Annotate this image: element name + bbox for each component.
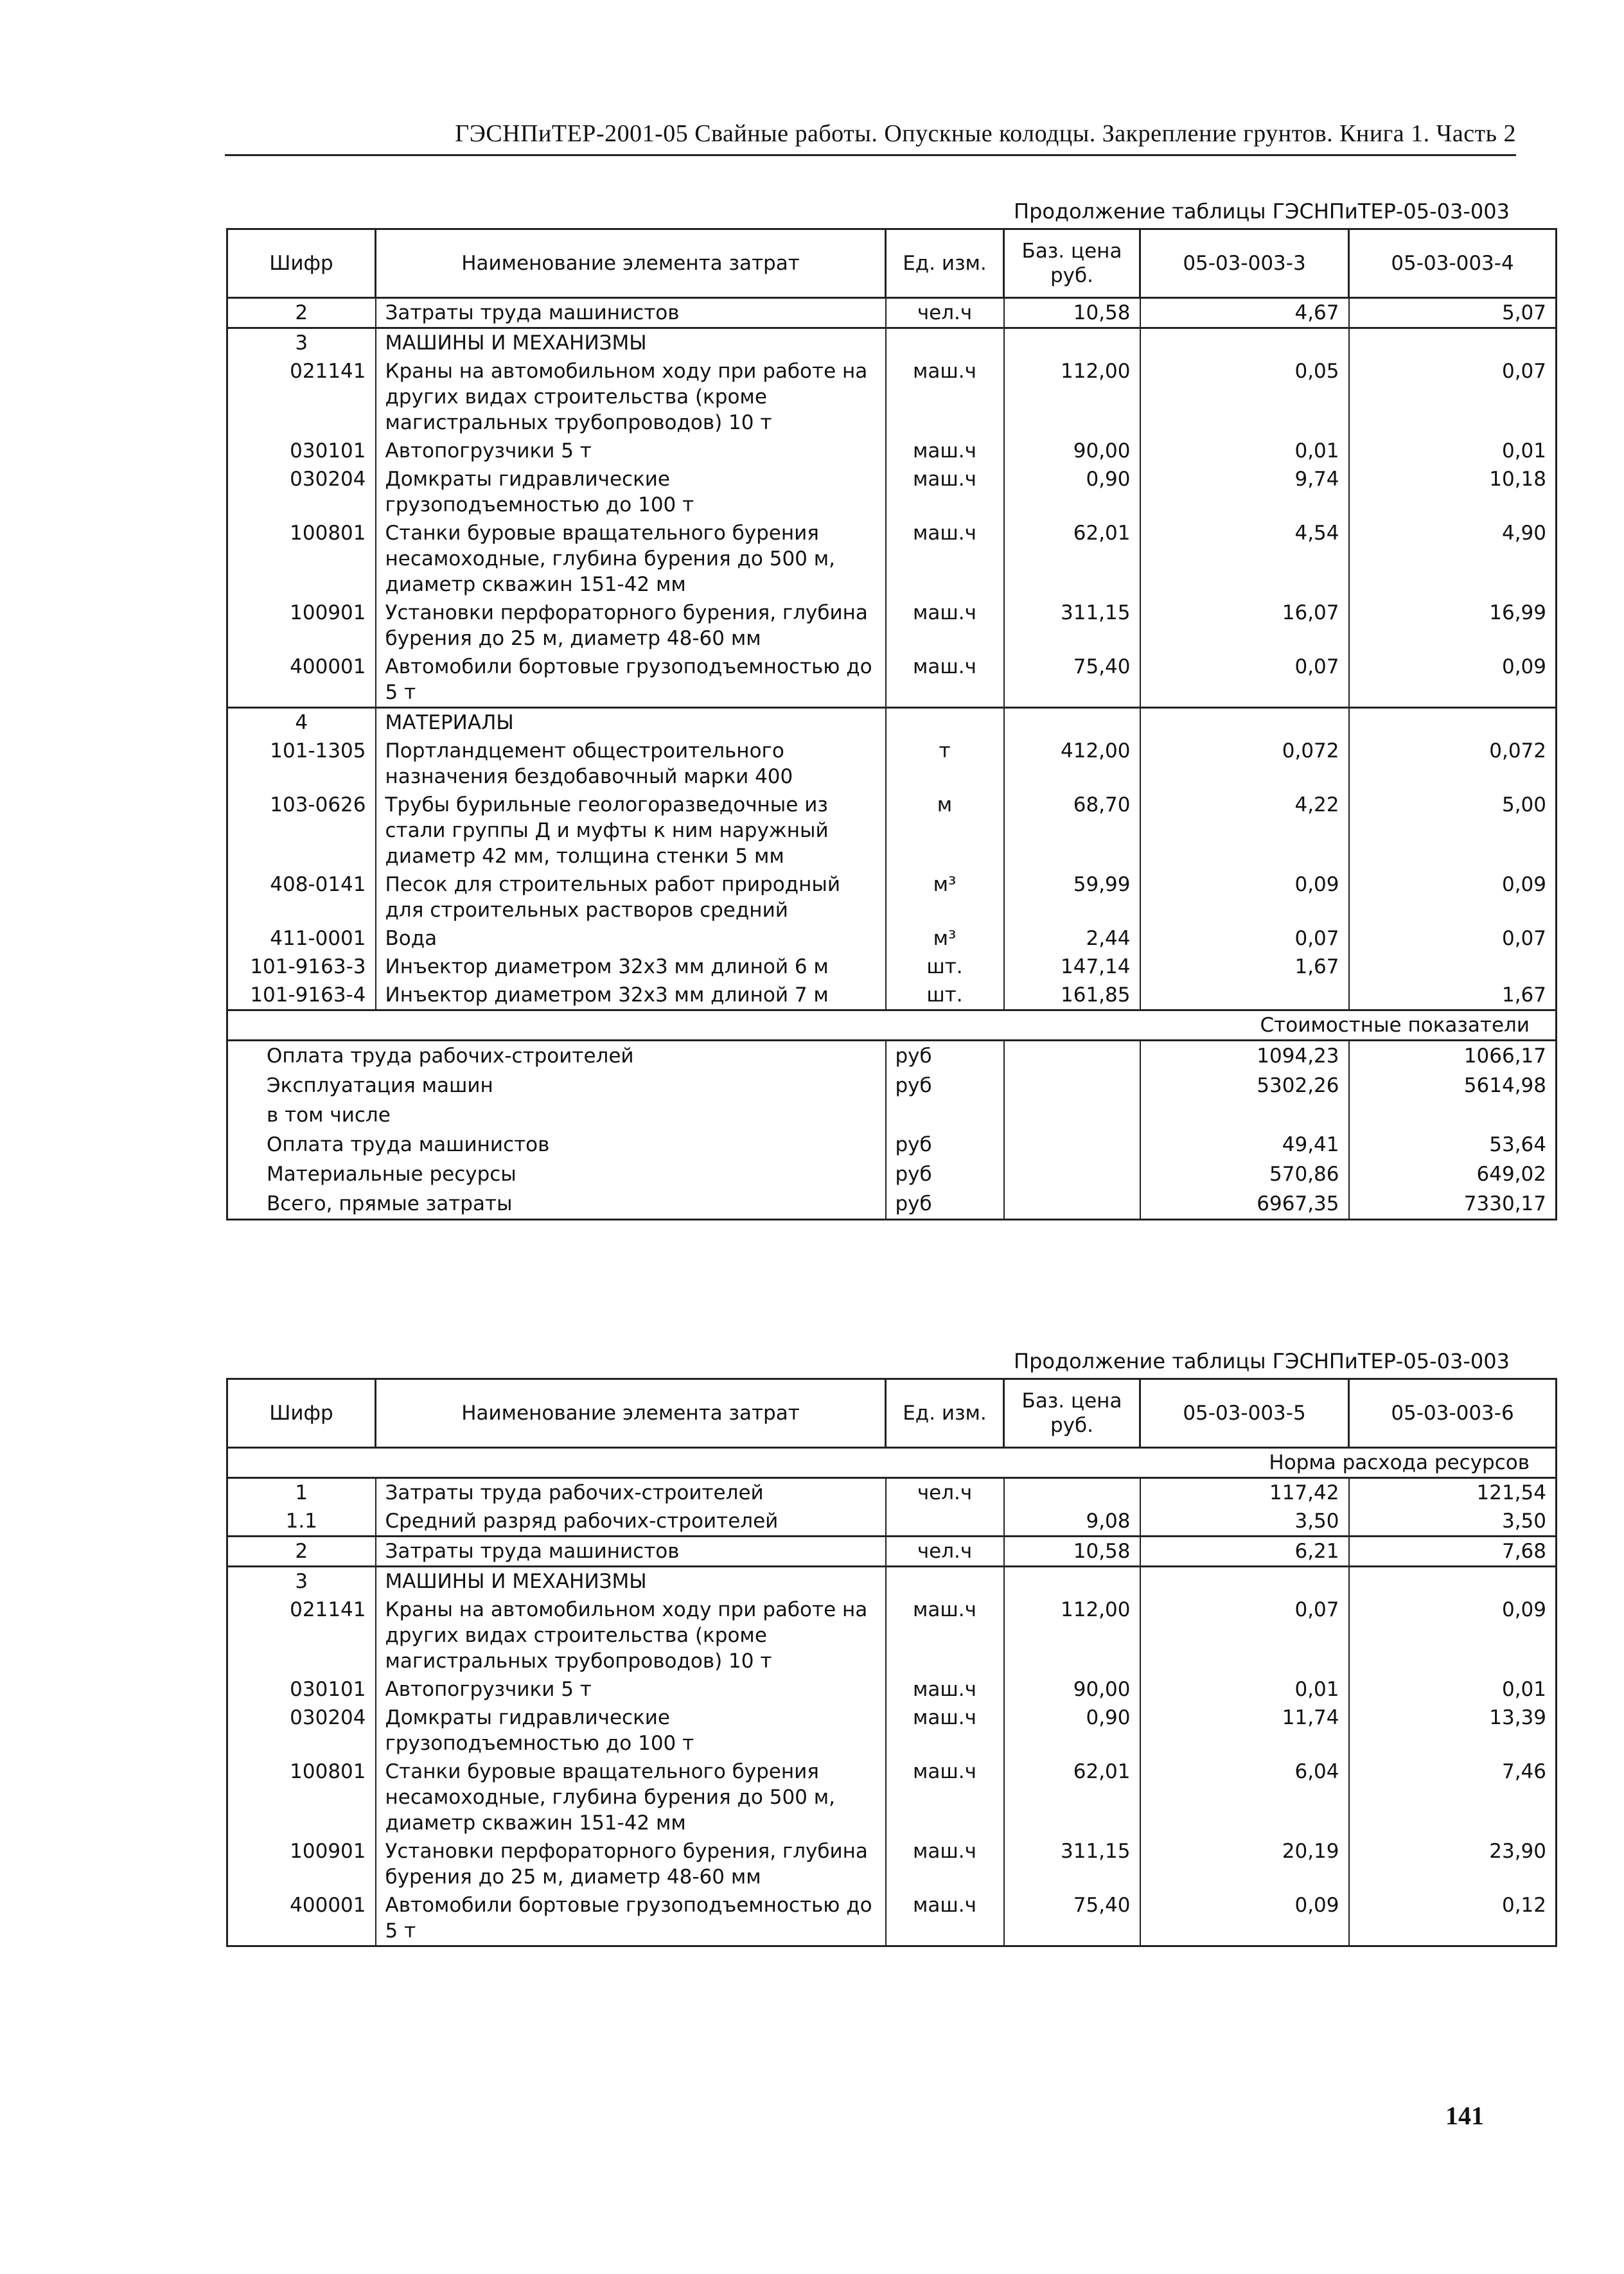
cell-price: 9,08 bbox=[1004, 1507, 1140, 1537]
table-row bbox=[227, 737, 1557, 791]
cell-name: Песок для строительных работ природный для строительных растворов средний bbox=[376, 870, 886, 924]
cell-value-a: 117,42 bbox=[1140, 1478, 1349, 1508]
header-col-b: 05-03-003-4 bbox=[1349, 229, 1557, 298]
table-row bbox=[227, 1704, 1557, 1758]
cost-price-empty bbox=[1004, 1071, 1140, 1100]
cost-band-label: Стоимостные показатели bbox=[227, 1010, 1557, 1041]
cell-price bbox=[1004, 328, 1140, 358]
cost-price-empty bbox=[1004, 1159, 1140, 1189]
cell-unit: маш.ч bbox=[886, 599, 1004, 653]
cell-name: Станки буровые вращательного бурения несамоходные, глубина бурения до 500 м, диаметр скважин 151-42 мм bbox=[376, 1758, 886, 1837]
cell-value-b: 0,07 bbox=[1501, 927, 1546, 950]
table-row bbox=[227, 1675, 1557, 1704]
cell-value-a: 1,67 bbox=[1140, 953, 1349, 981]
table-row bbox=[227, 298, 1557, 328]
cell-value-a: 0,07 bbox=[1140, 924, 1349, 953]
cell-name: Автопогрузчики 5 т bbox=[376, 437, 886, 465]
cell-value-b: 3,50 bbox=[1501, 1510, 1546, 1533]
cost-row bbox=[227, 1130, 1557, 1159]
cell-unit: маш.ч bbox=[886, 1704, 1004, 1758]
table2-caption: Продолжение таблицы ГЭСНПиТЕР-05-03-003 bbox=[1014, 1349, 1510, 1373]
cell-price: 311,15 bbox=[1004, 1837, 1140, 1891]
cost-unit: руб bbox=[886, 1130, 1004, 1159]
cell-unit: чел.ч bbox=[886, 1478, 1004, 1508]
cell-value-b bbox=[1349, 1567, 1557, 1596]
cell-price: 62,01 bbox=[1004, 1758, 1140, 1837]
table-row bbox=[227, 791, 1557, 870]
table-row bbox=[227, 519, 1557, 599]
cell-value-a: 4,22 bbox=[1140, 791, 1349, 870]
header-unit: Ед. изм. bbox=[886, 1379, 1004, 1448]
table-row bbox=[227, 924, 1557, 953]
cost-value-b bbox=[1349, 1100, 1557, 1130]
cell-code: 400001 bbox=[227, 1891, 376, 1946]
cell-unit: м bbox=[886, 791, 1004, 870]
cell-code: 101-9163-4 bbox=[227, 981, 376, 1010]
table1-caption: Продолжение таблицы ГЭСНПиТЕР-05-03-003 bbox=[1014, 199, 1510, 224]
header-code: Шифр bbox=[227, 229, 376, 298]
cell-value-b bbox=[1349, 328, 1557, 358]
cell-name: МАТЕРИАЛЫ bbox=[376, 708, 886, 737]
header-name: Наименование элемента затрат bbox=[376, 229, 886, 298]
cost-row bbox=[227, 1071, 1557, 1100]
cell-value-b bbox=[1349, 953, 1557, 981]
cell-code: 400001 bbox=[227, 653, 376, 708]
cell-price: 59,99 bbox=[1004, 870, 1140, 924]
cost-price-empty bbox=[1004, 1130, 1140, 1159]
cell-name: Инъектор диаметром 32x3 мм длиной 6 м bbox=[376, 953, 886, 981]
cell-value-b: 10,18 bbox=[1489, 468, 1546, 491]
cell-value-b: 0,01 bbox=[1501, 1678, 1546, 1701]
cost-price-empty bbox=[1004, 1100, 1140, 1130]
cost-value-b: 5614,98 bbox=[1463, 1074, 1546, 1097]
cell-value-a: 16,07 bbox=[1140, 599, 1349, 653]
cell-price: 10,58 bbox=[1004, 1537, 1140, 1567]
cell-value-a: 0,09 bbox=[1140, 1891, 1349, 1946]
cost-name: Оплата труда рабочих-строителей bbox=[267, 1044, 634, 1068]
table-row bbox=[227, 328, 1557, 358]
cell-price: 75,40 bbox=[1004, 1891, 1140, 1946]
cell-code: 2 bbox=[227, 298, 376, 328]
cell-name: Автопогрузчики 5 т bbox=[376, 1675, 886, 1704]
cell-unit: шт. bbox=[886, 981, 1004, 1010]
cell-value-a bbox=[1140, 981, 1349, 1010]
cell-value-a: 0,072 bbox=[1140, 737, 1349, 791]
cell-unit: т bbox=[886, 737, 1004, 791]
cost-band-row bbox=[227, 1010, 1557, 1041]
header-unit: Ед. изм. bbox=[886, 229, 1004, 298]
cost-unit: руб bbox=[886, 1189, 1004, 1220]
cell-value-a bbox=[1140, 328, 1349, 358]
cell-name: Портландцемент общестроительного назначения бездобавочный марки 400 bbox=[376, 737, 886, 791]
cell-unit: маш.ч bbox=[886, 1675, 1004, 1704]
cell-unit: маш.ч bbox=[886, 1891, 1004, 1946]
table-row bbox=[227, 465, 1557, 519]
cell-name: Установки перфораторного бурения, глубина бурения до 25 м, диаметр 48-60 мм bbox=[376, 1837, 886, 1891]
cell-price: 311,15 bbox=[1004, 599, 1140, 653]
header-code: Шифр bbox=[227, 1379, 376, 1448]
cell-price: 147,14 bbox=[1004, 953, 1140, 981]
cell-value-b: 7,46 bbox=[1501, 1760, 1546, 1783]
cell-code: 1.1 bbox=[227, 1507, 376, 1537]
cell-value-a: 0,05 bbox=[1140, 357, 1349, 437]
cell-unit: маш.ч bbox=[886, 357, 1004, 437]
cell-price: 0,90 bbox=[1004, 1704, 1140, 1758]
table-row bbox=[227, 653, 1557, 708]
cell-unit bbox=[886, 1567, 1004, 1596]
cell-code: 3 bbox=[227, 1567, 376, 1596]
table1 bbox=[226, 228, 1557, 1221]
cell-unit: маш.ч bbox=[886, 1758, 1004, 1837]
cost-name: Материальные ресурсы bbox=[267, 1163, 516, 1186]
cell-value-b: 0,12 bbox=[1501, 1894, 1546, 1917]
cell-value-b: 121,54 bbox=[1349, 1478, 1557, 1508]
cell-price: 90,00 bbox=[1004, 437, 1140, 465]
cell-price bbox=[1004, 708, 1140, 737]
cell-price: 62,01 bbox=[1004, 519, 1140, 599]
cell-name: Краны на автомобильном ходу при работе на других видах строительства (кроме магистральных трубопроводов) 10 т bbox=[376, 1596, 886, 1675]
header-price: Баз. цена руб. bbox=[1004, 1379, 1140, 1448]
cell-price: 90,00 bbox=[1004, 1675, 1140, 1704]
cell-code: 021141 bbox=[227, 1596, 376, 1675]
cell-code: 3 bbox=[227, 328, 376, 358]
cell-value-a: 11,74 bbox=[1140, 1704, 1349, 1758]
cost-row bbox=[227, 1041, 1557, 1071]
cell-unit: маш.ч bbox=[886, 1596, 1004, 1675]
cell-price: 75,40 bbox=[1004, 653, 1140, 708]
cell-value-a: 0,01 bbox=[1140, 1675, 1349, 1704]
cost-value-a: 5302,26 bbox=[1140, 1071, 1349, 1100]
cell-value-b: 0,07 bbox=[1501, 360, 1546, 383]
table-row bbox=[227, 1837, 1557, 1891]
cell-code: 030204 bbox=[227, 465, 376, 519]
cell-value-b: 7,68 bbox=[1349, 1537, 1557, 1567]
cell-value-a: 6,04 bbox=[1140, 1758, 1349, 1837]
cell-price: 0,90 bbox=[1004, 465, 1140, 519]
cell-value-a: 0,07 bbox=[1140, 653, 1349, 708]
cell-unit: маш.ч bbox=[886, 465, 1004, 519]
cost-value-a: 6967,35 bbox=[1140, 1189, 1349, 1220]
cell-unit: маш.ч bbox=[886, 519, 1004, 599]
cell-code: 100901 bbox=[227, 1837, 376, 1891]
table-row bbox=[227, 1537, 1557, 1567]
cell-unit: чел.ч bbox=[886, 298, 1004, 328]
cell-unit bbox=[886, 328, 1004, 358]
cell-name: Затраты труда машинистов bbox=[376, 298, 886, 328]
cell-unit: м³ bbox=[886, 870, 1004, 924]
cell-name: Трубы бурильные геологоразведочные из стали группы Д и муфты к ним наружный диаметр 42 мм, толщина стенки 5 мм bbox=[376, 791, 886, 870]
page-number: 141 bbox=[1445, 2101, 1484, 2130]
cell-code: 101-1305 bbox=[227, 737, 376, 791]
cell-code: 411-0001 bbox=[227, 924, 376, 953]
cost-row bbox=[227, 1189, 1557, 1220]
cell-name: МАШИНЫ И МЕХАНИЗМЫ bbox=[376, 1567, 886, 1596]
cell-unit: чел.ч bbox=[886, 1537, 1004, 1567]
cost-row bbox=[227, 1159, 1557, 1189]
cell-name: Установки перфораторного бурения, глубина бурения до 25 м, диаметр 48-60 мм bbox=[376, 599, 886, 653]
cell-name: Затраты труда машинистов bbox=[376, 1537, 886, 1567]
cell-value-b: 0,09 bbox=[1501, 1598, 1546, 1621]
cost-row bbox=[227, 1100, 1557, 1130]
cost-value-b: 1066,17 bbox=[1463, 1044, 1546, 1068]
cell-name: МАШИНЫ И МЕХАНИЗМЫ bbox=[376, 328, 886, 358]
cell-unit bbox=[886, 1507, 1004, 1537]
cost-unit: руб bbox=[886, 1041, 1004, 1071]
cost-name: Эксплуатация машин bbox=[267, 1074, 493, 1097]
cell-value-a: 0,07 bbox=[1140, 1596, 1349, 1675]
cell-code: 030101 bbox=[227, 1675, 376, 1704]
cost-value-a bbox=[1140, 1100, 1349, 1130]
header-col-b: 05-03-003-6 bbox=[1349, 1379, 1557, 1448]
cell-unit: маш.ч bbox=[886, 653, 1004, 708]
cell-price: 68,70 bbox=[1004, 791, 1140, 870]
cell-unit: маш.ч bbox=[886, 437, 1004, 465]
cell-code: 2 bbox=[227, 1537, 376, 1567]
table-row bbox=[227, 708, 1557, 737]
cell-name: Автомобили бортовые грузоподъемностью до 5 т bbox=[376, 653, 886, 708]
cell-unit bbox=[886, 708, 1004, 737]
cell-value-a: 4,67 bbox=[1140, 298, 1349, 328]
cell-unit: м³ bbox=[886, 924, 1004, 953]
table-row bbox=[227, 357, 1557, 437]
table-row bbox=[227, 1891, 1557, 1946]
table-row bbox=[227, 1758, 1557, 1837]
cell-name: Станки буровые вращательного бурения несамоходные, глубина бурения до 500 м, диаметр скважин 151-42 мм bbox=[376, 519, 886, 599]
cell-price: 412,00 bbox=[1004, 737, 1140, 791]
cost-value-a: 49,41 bbox=[1140, 1130, 1349, 1159]
cell-name: Домкраты гидравлические грузоподъемностью до 100 т bbox=[376, 1704, 886, 1758]
table-row bbox=[227, 981, 1557, 1010]
cell-value-b: 5,07 bbox=[1349, 298, 1557, 328]
header-name: Наименование элемента затрат bbox=[376, 1379, 886, 1448]
cell-code: 1 bbox=[227, 1478, 376, 1508]
cell-value-b: 16,99 bbox=[1489, 601, 1546, 624]
norm-band-label: Норма расхода ресурсов bbox=[227, 1448, 1557, 1478]
cell-value-b: 4,90 bbox=[1501, 522, 1546, 545]
cost-value-b: 649,02 bbox=[1476, 1163, 1546, 1186]
table-row bbox=[227, 1596, 1557, 1675]
cell-price: 2,44 bbox=[1004, 924, 1140, 953]
table2 bbox=[226, 1378, 1557, 1947]
cell-value-b: 5,00 bbox=[1501, 793, 1546, 816]
table-row bbox=[227, 599, 1557, 653]
cell-price: 10,58 bbox=[1004, 298, 1140, 328]
cell-code: 030204 bbox=[227, 1704, 376, 1758]
cell-value-b: 1,67 bbox=[1501, 983, 1546, 1007]
cell-value-a: 9,74 bbox=[1140, 465, 1349, 519]
cell-price: 112,00 bbox=[1004, 1596, 1140, 1675]
running-header: ГЭСНПиТЕР-2001-05 Свайные работы. Опускные колодцы. Закрепление грунтов. Книга 1. Часть 2 bbox=[225, 119, 1516, 156]
cell-price: 161,85 bbox=[1004, 981, 1140, 1010]
cell-name: Затраты труда рабочих-строителей bbox=[376, 1478, 886, 1508]
cell-value-a: 0,09 bbox=[1140, 870, 1349, 924]
table-row bbox=[227, 437, 1557, 465]
cell-value-a: 3,50 bbox=[1140, 1507, 1349, 1537]
cell-code: 103-0626 bbox=[227, 791, 376, 870]
cell-name: Домкраты гидравлические грузоподъемностью до 100 т bbox=[376, 465, 886, 519]
cost-unit bbox=[886, 1100, 1004, 1130]
cost-name: Оплата труда машинистов bbox=[267, 1133, 550, 1156]
cell-value-a bbox=[1140, 1567, 1349, 1596]
cost-name: в том числе bbox=[267, 1104, 391, 1127]
cell-name: Инъектор диаметром 32x3 мм длиной 7 м bbox=[376, 981, 886, 1010]
cell-value-b: 0,09 bbox=[1501, 873, 1546, 896]
cell-code: 408-0141 bbox=[227, 870, 376, 924]
cost-unit: руб bbox=[886, 1159, 1004, 1189]
cell-value-b: 0,01 bbox=[1501, 439, 1546, 463]
cell-name: Средний разряд рабочих-строителей bbox=[376, 1507, 886, 1537]
cost-value-a: 570,86 bbox=[1140, 1159, 1349, 1189]
table-row bbox=[227, 1567, 1557, 1596]
cost-price-empty bbox=[1004, 1189, 1140, 1220]
cell-code: 100801 bbox=[227, 1758, 376, 1837]
cell-name: Автомобили бортовые грузоподъемностью до 5 т bbox=[376, 1891, 886, 1946]
cost-unit: руб bbox=[886, 1071, 1004, 1100]
header-price: Баз. цена руб. bbox=[1004, 229, 1140, 298]
table-row bbox=[227, 1478, 1557, 1508]
cell-unit: маш.ч bbox=[886, 1837, 1004, 1891]
cell-unit: шт. bbox=[886, 953, 1004, 981]
table-row bbox=[227, 1507, 1557, 1537]
cell-price: 112,00 bbox=[1004, 357, 1140, 437]
cell-value-b: 13,39 bbox=[1489, 1706, 1546, 1729]
cell-code: 100801 bbox=[227, 519, 376, 599]
cell-price bbox=[1004, 1478, 1140, 1508]
cell-price bbox=[1004, 1567, 1140, 1596]
cost-value-a: 1094,23 bbox=[1140, 1041, 1349, 1071]
cost-name: Всего, прямые затраты bbox=[267, 1192, 513, 1215]
cost-price-empty bbox=[1004, 1041, 1140, 1071]
table-row bbox=[227, 870, 1557, 924]
cost-value-b: 7330,17 bbox=[1463, 1192, 1546, 1215]
cell-value-a: 0,01 bbox=[1140, 437, 1349, 465]
cell-code: 4 bbox=[227, 708, 376, 737]
cell-value-a: 4,54 bbox=[1140, 519, 1349, 599]
table-row bbox=[227, 953, 1557, 981]
cell-value-b: 0,09 bbox=[1501, 655, 1546, 678]
cost-value-b: 53,64 bbox=[1489, 1133, 1546, 1156]
cell-value-b: 0,072 bbox=[1489, 739, 1546, 762]
cell-code: 021141 bbox=[227, 357, 376, 437]
cell-value-b: 23,90 bbox=[1489, 1840, 1546, 1863]
cell-code: 100901 bbox=[227, 599, 376, 653]
cell-value-a: 20,19 bbox=[1140, 1837, 1349, 1891]
header-col-a: 05-03-003-3 bbox=[1140, 229, 1349, 298]
cell-name: Вода bbox=[376, 924, 886, 953]
cell-value-a: 6,21 bbox=[1140, 1537, 1349, 1567]
header-col-a: 05-03-003-5 bbox=[1140, 1379, 1349, 1448]
cell-code: 101-9163-3 bbox=[227, 953, 376, 981]
norm-band-row bbox=[227, 1448, 1557, 1478]
cell-code: 030101 bbox=[227, 437, 376, 465]
cell-name: Краны на автомобильном ходу при работе на других видах строительства (кроме магистральных трубопроводов) 10 т bbox=[376, 357, 886, 437]
cell-value-a bbox=[1140, 708, 1349, 737]
cell-value-b bbox=[1349, 708, 1557, 737]
